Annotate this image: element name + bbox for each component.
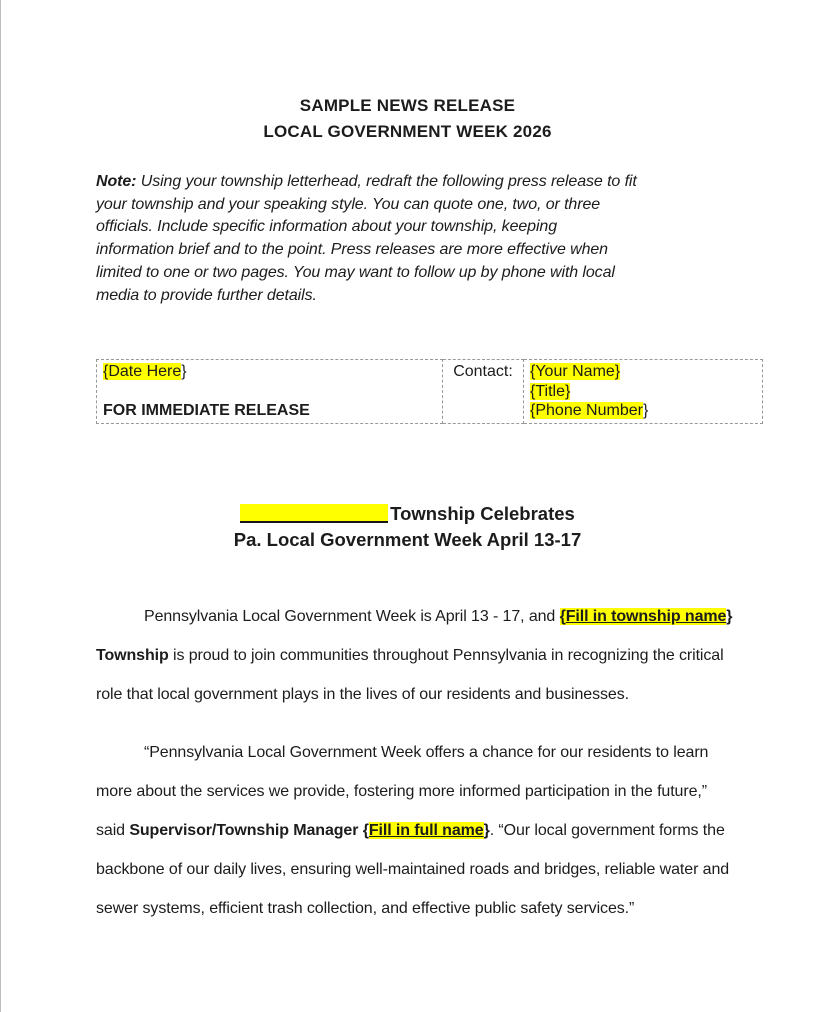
p1-text: is proud to join communities throughout Pennsylvania in recognizing the critical [168, 646, 724, 664]
headline-line-1-text: Township Celebrates [390, 502, 575, 524]
name-placeholder[interactable]: {Your Name} [530, 363, 621, 381]
township-fill-open-brace: { [559, 607, 566, 625]
release-line: FOR IMMEDIATE RELEASE [103, 402, 310, 420]
p2-text: said [96, 821, 130, 839]
title-line-1: SAMPLE NEWS RELEASE [299, 96, 516, 115]
p2-text: . “Our local government forms the [489, 821, 725, 839]
p1-text: Pennsylvania Local Government Week is April 13 - 17, and [144, 607, 560, 625]
blank-line [103, 382, 436, 402]
note-line: your township and your speaking style. You can quote one, two, or three [96, 195, 601, 213]
document-content [1, 0, 733, 928]
note-label: Note: [96, 173, 137, 190]
note-line: media to provide further details. [96, 286, 317, 304]
paragraph-2-line-5: sewer systems, efficient trash collection, and effective public safety services.” [96, 899, 635, 917]
contact-table [96, 359, 763, 424]
note-line: officials. Include specific information about your township, keeping [96, 218, 558, 236]
full-name-fill-placeholder[interactable]: Fill in full name [368, 821, 484, 839]
paragraph-2-line-4: backbone of our daily lives, ensuring well-maintained roads and bridges, reliable water and [96, 860, 730, 878]
note-line: limited to one or two pages. You may want to follow up by phone with local [96, 263, 615, 281]
note-text: Using your township letterhead, redraft the following press release to fit [136, 173, 637, 190]
contact-table-row [97, 360, 763, 424]
title-placeholder[interactable]: {Title} [530, 382, 571, 400]
phone-close-brace: } [642, 402, 649, 420]
paragraph-2 [96, 733, 730, 928]
phone-line [530, 401, 756, 421]
contact-label-cell [443, 360, 524, 424]
headline-line-2: Pa. Local Government Week April 13-17 [233, 528, 582, 550]
date-cell [97, 360, 443, 424]
paragraph-2-line-1: “Pennsylvania Local Government Week offers a chance for our residents to learn [144, 743, 709, 761]
manager-bold: Supervisor/Township Manager { [129, 821, 369, 839]
paragraph-2-line-3 [96, 811, 725, 850]
contact-info-cell [524, 360, 763, 424]
paragraph-2-line-2: more about the services we provide, fostering more informed participation in the future,” [96, 782, 707, 800]
township-fill-placeholder[interactable]: Fill in township name [565, 607, 727, 625]
note-line [96, 171, 719, 194]
title-line [530, 382, 756, 402]
title-line-2: LOCAL GOVERNMENT WEEK 2026 [263, 122, 552, 141]
paragraph-1-line-3: role that local government plays in the lives of our residents and businesses. [96, 685, 629, 703]
paragraph-1 [96, 597, 733, 714]
document-title [96, 93, 719, 145]
headline-line-1 [96, 501, 719, 527]
headline [96, 501, 719, 553]
phone-placeholder[interactable]: {Phone Number [530, 402, 643, 420]
name-line [530, 362, 756, 382]
township-name-blank[interactable] [240, 504, 388, 523]
date-line [103, 362, 436, 382]
date-placeholder[interactable]: {Date Here [103, 363, 182, 381]
paragraph-1-line-1 [96, 597, 733, 636]
contact-label: Contact: [453, 363, 513, 381]
township-bold: Township [96, 646, 169, 664]
paragraph-1-line-2 [96, 636, 724, 675]
note-paragraph [96, 171, 719, 307]
date-close-brace: } [181, 363, 187, 381]
township-fill-close-brace: } [726, 607, 733, 625]
full-name-close-brace: } [483, 821, 490, 839]
note-line: information brief and to the point. Press releases are more effective when [96, 241, 608, 259]
